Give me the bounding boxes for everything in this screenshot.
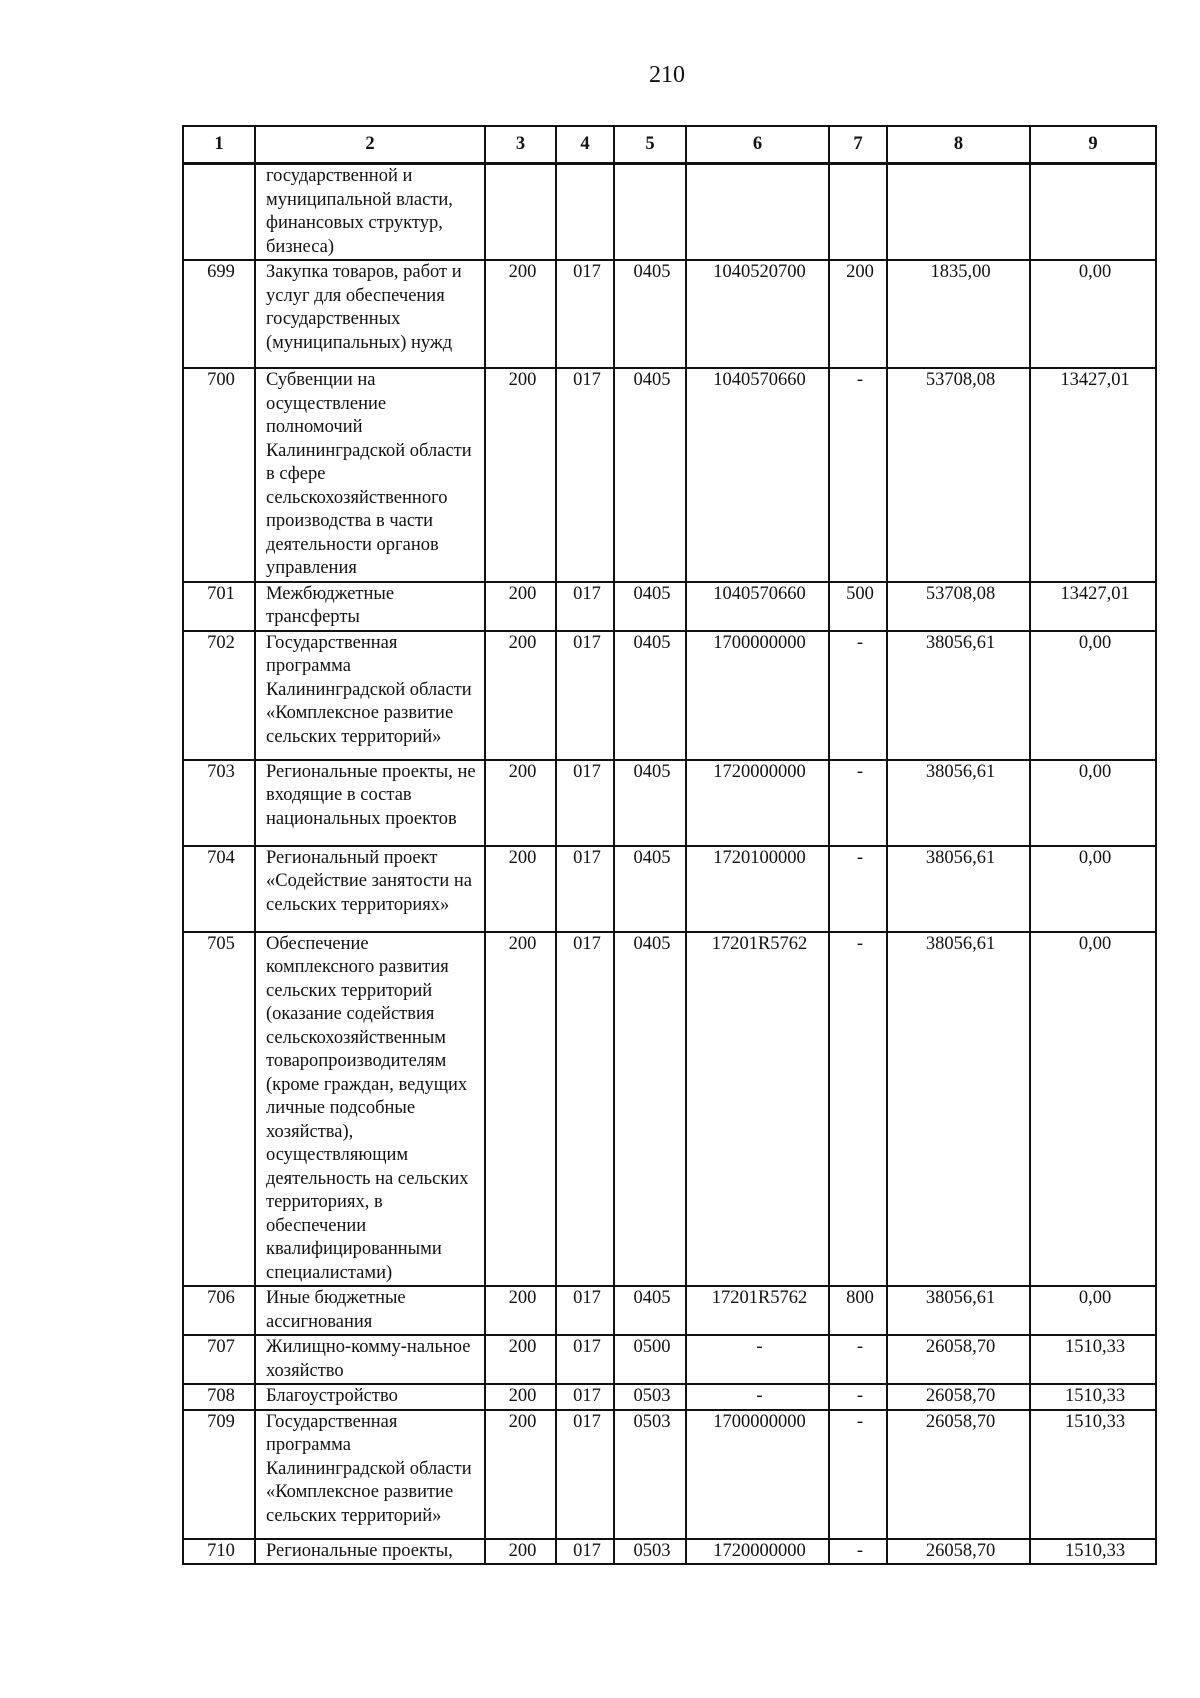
col-6-code: - [686,1335,829,1384]
col-9-amount: 13427,01 [1030,368,1156,582]
col-3-code [485,164,556,261]
col-7-code: - [829,631,887,760]
col-7-code: - [829,1384,887,1410]
col-4-code: 017 [556,1384,614,1410]
header-row [183,126,1156,164]
col-4-code: 017 [556,1539,614,1565]
col-5-code: 0405 [614,1286,686,1335]
header-cell: 4 [556,126,614,164]
header-cell: 5 [614,126,686,164]
col-3-code: 200 [485,760,556,846]
table-row [183,1384,1156,1410]
row-number: 710 [183,1539,255,1565]
row-name: Межбюджетные трансферты [255,582,485,631]
table-row [183,1410,1156,1539]
col-3-code: 200 [485,1286,556,1335]
table-row [183,1335,1156,1384]
col-9-amount: 13427,01 [1030,582,1156,631]
col-9-amount: 1510,33 [1030,1410,1156,1539]
row-name: Субвенции на осуществление полномочий Калининградской области в сфере сельскохозяйственного производства в части деятельности органов управления [255,368,485,582]
col-9-amount [1030,164,1156,261]
col-5-code [614,164,686,261]
col-8-amount: 38056,61 [887,846,1030,932]
row-number: 699 [183,260,255,368]
col-8-amount: 38056,61 [887,760,1030,846]
row-number: 701 [183,582,255,631]
row-name: Региональный проект «Содействие занятости на сельских территориях» [255,846,485,932]
col-6-code: 1720000000 [686,1539,829,1565]
table-row [183,582,1156,631]
col-5-code: 0405 [614,260,686,368]
col-4-code: 017 [556,631,614,760]
col-4-code: 017 [556,846,614,932]
row-number: 706 [183,1286,255,1335]
row-name: Иные бюджетные ассигнования [255,1286,485,1335]
table-row [183,846,1156,932]
col-7-code: - [829,368,887,582]
header-cell: 6 [686,126,829,164]
table-row [183,932,1156,1287]
row-number: 707 [183,1335,255,1384]
col-5-code: 0405 [614,631,686,760]
col-9-amount: 0,00 [1030,932,1156,1287]
col-6-code: 17201R5762 [686,932,829,1287]
col-6-code: 1040520700 [686,260,829,368]
col-6-code: 1700000000 [686,1410,829,1539]
table-row [183,631,1156,760]
col-7-code: 200 [829,260,887,368]
col-8-amount: 1835,00 [887,260,1030,368]
col-3-code: 200 [485,1539,556,1565]
col-8-amount [887,164,1030,261]
col-7-code: - [829,1410,887,1539]
col-6-code [686,164,829,261]
row-name: Закупка товаров, работ и услуг для обеспечения государственных (муниципальных) нужд [255,260,485,368]
col-4-code: 017 [556,582,614,631]
col-5-code: 0503 [614,1384,686,1410]
row-number: 700 [183,368,255,582]
col-7-code: - [829,932,887,1287]
header-cell: 1 [183,126,255,164]
col-4-code: 017 [556,368,614,582]
col-6-code: 1040570660 [686,368,829,582]
col-8-amount: 26058,70 [887,1384,1030,1410]
col-4-code: 017 [556,1410,614,1539]
table-row [183,368,1156,582]
col-7-code: - [829,760,887,846]
col-8-amount: 26058,70 [887,1410,1030,1539]
row-number [183,164,255,261]
col-3-code: 200 [485,1335,556,1384]
col-3-code: 200 [485,368,556,582]
col-5-code: 0405 [614,582,686,631]
col-6-code: 1720100000 [686,846,829,932]
col-8-amount: 26058,70 [887,1539,1030,1565]
col-7-code: - [829,1335,887,1384]
col-7-code [829,164,887,261]
col-5-code: 0503 [614,1539,686,1565]
col-9-amount: 0,00 [1030,760,1156,846]
row-number: 703 [183,760,255,846]
col-5-code: 0405 [614,846,686,932]
row-name: Жилищно-комму-нальное хозяйство [255,1335,485,1384]
header-cell: 8 [887,126,1030,164]
row-number: 702 [183,631,255,760]
col-3-code: 200 [485,1384,556,1410]
col-9-amount: 0,00 [1030,631,1156,760]
col-5-code: 0405 [614,760,686,846]
col-5-code: 0500 [614,1335,686,1384]
col-4-code: 017 [556,932,614,1287]
col-8-amount: 26058,70 [887,1335,1030,1384]
row-name: Благоустройство [255,1384,485,1410]
col-5-code: 0405 [614,368,686,582]
col-9-amount: 0,00 [1030,260,1156,368]
col-9-amount: 0,00 [1030,846,1156,932]
col-8-amount: 53708,08 [887,582,1030,631]
col-7-code: - [829,846,887,932]
col-4-code [556,164,614,261]
table-row [183,760,1156,846]
row-name: Региональные проекты, не входящие в состав национальных проектов [255,760,485,846]
col-7-code: 500 [829,582,887,631]
table-row [183,260,1156,368]
col-9-amount: 0,00 [1030,1286,1156,1335]
col-3-code: 200 [485,260,556,368]
col-8-amount: 38056,61 [887,1286,1030,1335]
col-4-code: 017 [556,260,614,368]
header-cell: 9 [1030,126,1156,164]
row-name: Региональные проекты, [255,1539,485,1565]
col-9-amount: 1510,33 [1030,1539,1156,1565]
table-row [183,1539,1156,1565]
row-name: Государственная программа Калининградской области «Комплексное развитие сельских территорий» [255,631,485,760]
page-number: 210 [649,62,685,88]
col-9-amount: 1510,33 [1030,1384,1156,1410]
row-number: 704 [183,846,255,932]
header-cell: 7 [829,126,887,164]
col-8-amount: 38056,61 [887,932,1030,1287]
col-4-code: 017 [556,760,614,846]
col-6-code: - [686,1384,829,1410]
row-number: 709 [183,1410,255,1539]
col-3-code: 200 [485,932,556,1287]
col-5-code: 0405 [614,932,686,1287]
col-5-code: 0503 [614,1410,686,1539]
row-number: 705 [183,932,255,1287]
col-6-code: 1700000000 [686,631,829,760]
col-4-code: 017 [556,1286,614,1335]
col-3-code: 200 [485,846,556,932]
col-6-code: 1720000000 [686,760,829,846]
header-cell: 3 [485,126,556,164]
col-7-code: 800 [829,1286,887,1335]
col-8-amount: 53708,08 [887,368,1030,582]
col-3-code: 200 [485,1410,556,1539]
col-3-code: 200 [485,631,556,760]
budget-table [182,125,1157,1565]
col-4-code: 017 [556,1335,614,1384]
header-cell: 2 [255,126,485,164]
row-name: Государственная программа Калининградской области «Комплексное развитие сельских территорий» [255,1410,485,1539]
col-3-code: 200 [485,582,556,631]
col-6-code: 1040570660 [686,582,829,631]
col-9-amount: 1510,33 [1030,1335,1156,1384]
table-row [183,164,1156,261]
row-name: Обеспечение комплексного развития сельских территорий (оказание содействия сельскохозяйственным товаропроизводителям (кроме граждан, ведущих личные подсобные хозяйства), осуществляющим деятельность на сельских территориях, в обеспечении квалифицированными специалистами) [255,932,485,1287]
col-7-code: - [829,1539,887,1565]
row-name: государственной и муниципальной власти, финансовых структур, бизнеса) [255,164,485,261]
col-6-code: 17201R5762 [686,1286,829,1335]
table-row [183,1286,1156,1335]
col-8-amount: 38056,61 [887,631,1030,760]
row-number: 708 [183,1384,255,1410]
